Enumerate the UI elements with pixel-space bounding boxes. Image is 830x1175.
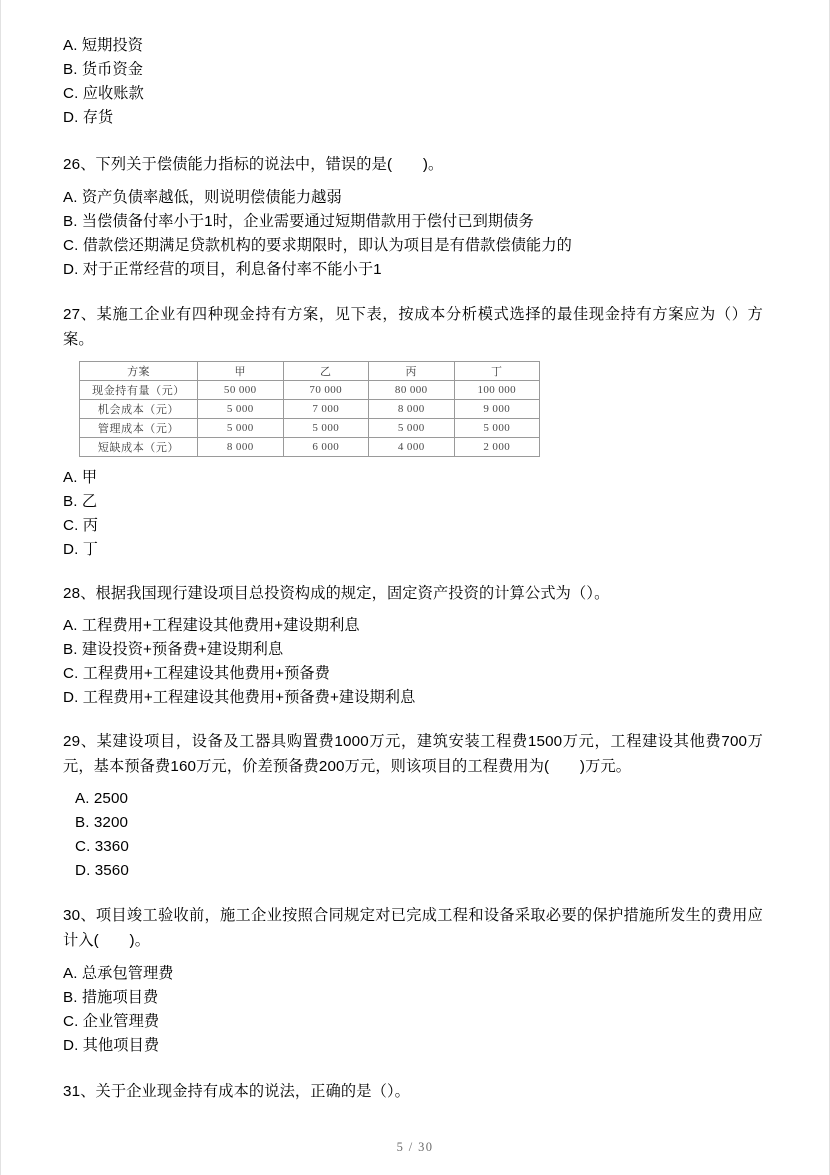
question-28 (63, 581, 763, 710)
option-list (63, 466, 763, 562)
option-list (63, 186, 763, 282)
option-item: C. 工程费用+工程建设其他费用+预备费 (63, 665, 330, 682)
option-list (63, 787, 763, 883)
option-item: B. 3200 (75, 814, 129, 831)
option-item: C. 借款偿还期满足贷款机构的要求期限时，即认为项目是有借款偿债能力的 (63, 237, 572, 254)
cash-holding-table (79, 361, 540, 457)
option-item: C. 应收账款 (63, 85, 144, 102)
table-header-row (80, 362, 540, 381)
table-row (80, 381, 540, 400)
option-item: A. 甲 (63, 469, 98, 486)
table-header-cell: 甲 (198, 362, 284, 381)
table-header-cell: 方案 (80, 362, 198, 381)
table-cell: 7 000 (283, 400, 369, 419)
question-stem: 30、项目竣工验收前，施工企业按照合同规定对已完成工程和设备采取必要的保护措施所发生的费用应计入( )。 (63, 907, 763, 949)
question-stem: 29、某建设项目，设备及工器具购置费1000万元，建筑安装工程费1500万元，工程建设其他费700万元，基本预备费160万元，价差预备费200万元，则该项目的工程费用为( )万元。 (63, 733, 763, 775)
option-item: D. 工程费用+工程建设其他费用+预备费+建设期利息 (63, 689, 416, 706)
option-item: B. 当偿债备付率小于1时，企业需要通过短期借款用于偿付已到期债务 (63, 213, 534, 230)
question-31 (63, 1079, 763, 1104)
option-item: B. 货币资金 (63, 61, 144, 78)
table-row (80, 438, 540, 457)
table-row (80, 400, 540, 419)
option-item: D. 其他项目费 (63, 1037, 160, 1054)
question-stem: 27、某施工企业有四种现金持有方案，见下表，按成本分析模式选择的最佳现金持有方案应为（）方案。 (63, 306, 763, 348)
question-stem: 28、根据我国现行建设项目总投资构成的规定，固定资产投资的计算公式为（）。 (63, 585, 610, 602)
table-cell: 70 000 (283, 381, 369, 400)
option-list (63, 962, 763, 1058)
table-cell: 8 000 (369, 400, 455, 419)
option-item: B. 乙 (63, 493, 98, 510)
question-27 (63, 302, 763, 562)
table-cell: 80 000 (369, 381, 455, 400)
option-item: A. 2500 (75, 790, 129, 807)
question-stem: 26、下列关于偿债能力指标的说法中，错误的是( )。 (63, 156, 444, 173)
page-footer: 5 / 30 (396, 1140, 434, 1154)
table-cell: 9 000 (454, 400, 540, 419)
option-item: D. 丁 (63, 541, 98, 558)
option-item: A. 短期投资 (63, 37, 144, 54)
question-29 (63, 729, 763, 883)
orphan-option-list (63, 34, 763, 130)
page-content (63, 34, 763, 1111)
option-item: C. 企业管理费 (63, 1013, 160, 1030)
table-header-cell: 丙 (369, 362, 455, 381)
table-row (80, 419, 540, 438)
table-header-cell: 乙 (283, 362, 369, 381)
table-cell: 4 000 (369, 438, 455, 457)
option-item: A. 总承包管理费 (63, 965, 174, 982)
table-cell: 5 000 (454, 419, 540, 438)
table-cell: 8 000 (198, 438, 284, 457)
table-row-label: 机会成本（元） (80, 400, 198, 419)
table-row-label: 管理成本（元） (80, 419, 198, 438)
option-item: D. 3560 (75, 862, 129, 879)
table-cell: 100 000 (454, 381, 540, 400)
table-cell: 2 000 (454, 438, 540, 457)
table-cell: 5 000 (198, 419, 284, 438)
option-item: A. 工程费用+工程建设其他费用+建设期利息 (63, 617, 360, 634)
table-row-label: 现金持有量（元） (80, 381, 198, 400)
table-cell: 5 000 (198, 400, 284, 419)
question-26 (63, 152, 763, 282)
option-item: B. 措施项目费 (63, 989, 159, 1006)
table-header-cell: 丁 (454, 362, 540, 381)
option-list (63, 614, 763, 710)
option-item: A. 资产负债率越低，则说明偿债能力越弱 (63, 189, 342, 206)
question-30 (63, 903, 763, 1058)
option-item: D. 对于正常经营的项目，利息备付率不能小于1 (63, 261, 382, 278)
option-item: D. 存货 (63, 109, 114, 126)
option-item: C. 3360 (75, 838, 129, 855)
option-item: C. 丙 (63, 517, 98, 534)
table-cell: 5 000 (283, 419, 369, 438)
cash-holding-table-wrapper (79, 361, 539, 457)
option-item: B. 建设投资+预备费+建设期利息 (63, 641, 284, 658)
table-cell: 50 000 (198, 381, 284, 400)
table-cell: 6 000 (283, 438, 369, 457)
table-row-label: 短缺成本（元） (80, 438, 198, 457)
table-cell: 5 000 (369, 419, 455, 438)
question-stem: 31、关于企业现金持有成本的说法，正确的是（）。 (63, 1083, 411, 1100)
